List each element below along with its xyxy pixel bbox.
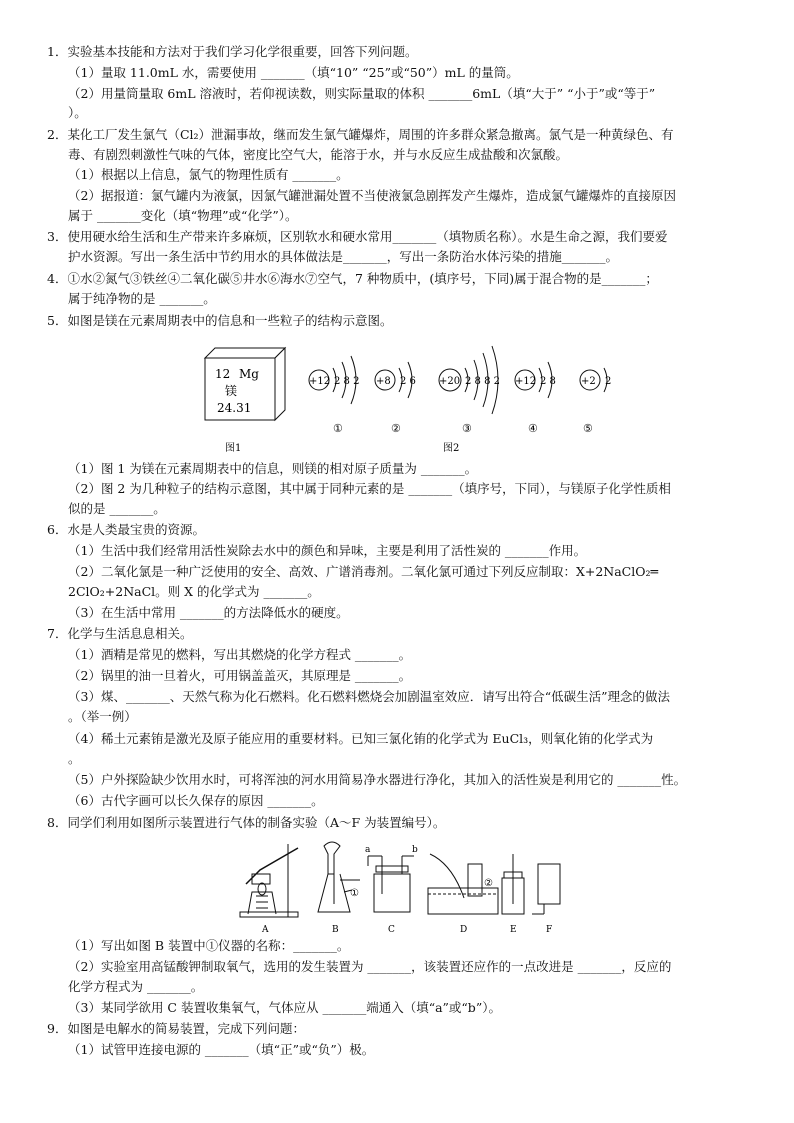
label-b: B [332, 925, 339, 935]
q7-part2: （2）锅里的油一旦着火，可用锅盖盖灭，其原理是 _______。 [68, 668, 412, 683]
label-e: E [510, 925, 517, 935]
q7-part3: （3）煤、_______、天然气称为化石燃料。化石燃料燃烧会加剧温室效应．请写出符合“低碳生活”理念的做法 [68, 689, 670, 704]
atom-3-label: ③ [462, 422, 472, 435]
fig1-caption: 图1 [225, 443, 242, 454]
q3-title: 3．使用硬水给生活和生产带来许多麻烦，区别软水和硬水常用_______（填物质名称）。水是生命之源，我们要爱 [47, 229, 668, 244]
q6-part1: （1）生活中我们经常用活性炭除去水中的颜色和异味，主要是利用了活性炭的 _______作用。 [68, 543, 587, 558]
q4-title-cont: 属于纯净物的是 _______。 [68, 291, 216, 306]
q5-part1: （1）图 1 为镁在元素周期表中的信息，则镁的相对原子质量为 _______。 [68, 461, 478, 476]
atom-4 [515, 362, 556, 435]
q7-part4: （4）稀土元素铕是激光及原子能应用的重要材料。已知三氯化铕的化学式为 EuCl₃，则氧化铕的化学式为 [68, 731, 654, 746]
label-f: F [546, 925, 553, 935]
label-d: D [460, 925, 468, 935]
q2-part1: （1）根据以上信息，氯气的物理性质有 _______。 [68, 167, 349, 182]
apparatus-f [532, 864, 560, 914]
apparatus-d-mark: ② [484, 878, 493, 889]
atom-5-label: ⑤ [583, 422, 593, 435]
fig2-caption: 图2 [443, 443, 460, 454]
q8-part1: （1）写出如图 B 装置中①仪器的名称：_______。 [68, 938, 350, 953]
atom-5-shells: 2 [605, 376, 612, 387]
q2-part2-cont: 属于 _______变化（填“物理”或“化学”）。 [68, 208, 298, 223]
q8-apparatus-figure [232, 834, 562, 936]
apparatus-a [240, 844, 298, 917]
q5-part2: （2）图 2 为几种粒子的结构示意图，其中属于同种元素的是 _______（填序号，下同），与镁原子化学性质相 [68, 481, 671, 496]
atom-1-shells: 2 8 2 [334, 376, 360, 387]
cell-mass: 24.31 [217, 401, 252, 415]
q7-title: 7．化学与生活息息相关。 [47, 626, 193, 641]
atom-5-nucleus: +2 [581, 376, 596, 387]
apparatus-e [502, 854, 524, 914]
q7-part4-cont: 。 [68, 751, 81, 766]
cell-name: 镁 [225, 384, 238, 398]
atom-2 [375, 362, 416, 435]
q2-title: 2．某化工厂发生氯气（Cl₂）泄漏事故，继而发生氯气罐爆炸，周围的许多群众紧急撤离。氯气是一种黄绿色、有 [47, 127, 674, 142]
q9-title: 9．如图是电解水的简易装置，完成下列问题： [47, 1021, 305, 1036]
atom-3-shells: 2 8 8 2 [465, 376, 500, 387]
q6-part2-cont: 2ClO₂+2NaCl。则 X 的化学式为 _______。 [68, 584, 320, 599]
atom-5 [580, 368, 611, 435]
q8-part2: （2）实验室用高锰酸钾制取氧气，选用的发生装置为 _______，该装置还应作的一点改进是 _______，反应的 [68, 959, 672, 974]
periodic-cell [205, 348, 285, 420]
q3-title-cont: 护水资源。写出一条生活中节约用水的具体做法是_______，写出一条防治水体污染的措施_______。 [68, 249, 619, 264]
label-c: C [388, 925, 395, 935]
label-a: A [262, 925, 269, 935]
q1-part1: （1）量取 11.0mL 水，需要使用 _______（填“10” “25”或“50”）mL 的量筒。 [68, 65, 519, 80]
atom-3 [439, 346, 500, 435]
apparatus-c-port-b: b [412, 845, 418, 855]
atom-1-label: ① [333, 422, 343, 435]
atom-2-nucleus: +8 [376, 376, 391, 387]
q5-part2-cont: 似的是 _______。 [68, 501, 166, 516]
q7-part5: （5）户外探险缺少饮用水时，可将浑浊的河水用简易净水器进行净化，其加入的活性炭是利用它的 _______性。 [68, 772, 687, 787]
cell-number: 12 [215, 367, 231, 381]
q6-part2: （2）二氧化氯是一种广泛使用的安全、高效、广谱消毒剂。二氧化氯可通过下列反应制取：X+2NaClO₂═ [68, 564, 659, 579]
q7-part3-cont: 。（举一例） [68, 709, 137, 724]
q6-part3: （3）在生活中常用 _______的方法降低水的硬度。 [68, 605, 349, 620]
cell-symbol: Mg [239, 367, 259, 381]
atom-4-shells: 2 8 [540, 376, 556, 387]
q4-title: 4．①水②氮气③铁丝④二氧化碳⑤井水⑥海水⑦空气，7 种物质中，(填序号，下同)属于混合物的是_______； [47, 271, 658, 286]
apparatus-c-port-a: a [365, 845, 371, 855]
q1-part2: （2）用量筒量取 6mL 溶液时，若仰视读数，则实际量取的体积 _______6mL（填“大于” “小于”或“等于” [68, 86, 656, 101]
q1-part2-cont: ）。 [68, 105, 87, 120]
q8-part3: （3）某同学欲用 C 装置收集氧气，气体应从 _______端通入（填“a”或“b”）。 [68, 1000, 501, 1015]
atom-4-nucleus: +12 [515, 376, 537, 387]
atom-1 [309, 356, 359, 435]
atom-4-label: ④ [528, 422, 538, 435]
q7-part6: （6）古代字画可以长久保存的原因 _______。 [68, 793, 324, 808]
atom-2-shells: 2 6 [400, 376, 416, 387]
q5-title: 5．如图是镁在元素周期表中的信息和一些粒子的结构示意图。 [47, 313, 393, 328]
q8-title: 8．同学们利用如图所示装置进行气体的制备实验（A～F 为装置编号）。 [47, 815, 446, 830]
q9-part1: （1）试管甲连接电源的 _______（填“正”或“负”）极。 [68, 1042, 375, 1057]
apparatus-b [318, 842, 360, 912]
q6-title: 6．水是人类最宝贵的资源。 [47, 522, 205, 537]
q7-part1: （1）酒精是常见的燃料，写出其燃烧的化学方程式 _______。 [68, 647, 412, 662]
q1-title: 1．实验基本技能和方法对于我们学习化学很重要，回答下列问题。 [47, 44, 418, 59]
atom-1-nucleus: +12 [309, 376, 331, 387]
atom-2-label: ② [391, 422, 401, 435]
q8-part2-cont: 化学方程式为 _______。 [68, 979, 204, 994]
q2-part2: （2）据报道：氯气罐内为液氯，因氯气罐泄漏处置不当使液氯急剧挥发产生爆炸，造成氯气罐爆炸的直接原因 [68, 188, 676, 203]
q5-figure [195, 340, 635, 455]
apparatus-c [368, 856, 414, 912]
atom-3-nucleus: +20 [439, 376, 461, 387]
q2-title-cont: 毒、有剧烈刺激性气味的气体，密度比空气大，能溶于水，并与水反应生成盐酸和次氯酸。 [68, 147, 569, 162]
apparatus-b-mark: ① [350, 888, 359, 899]
